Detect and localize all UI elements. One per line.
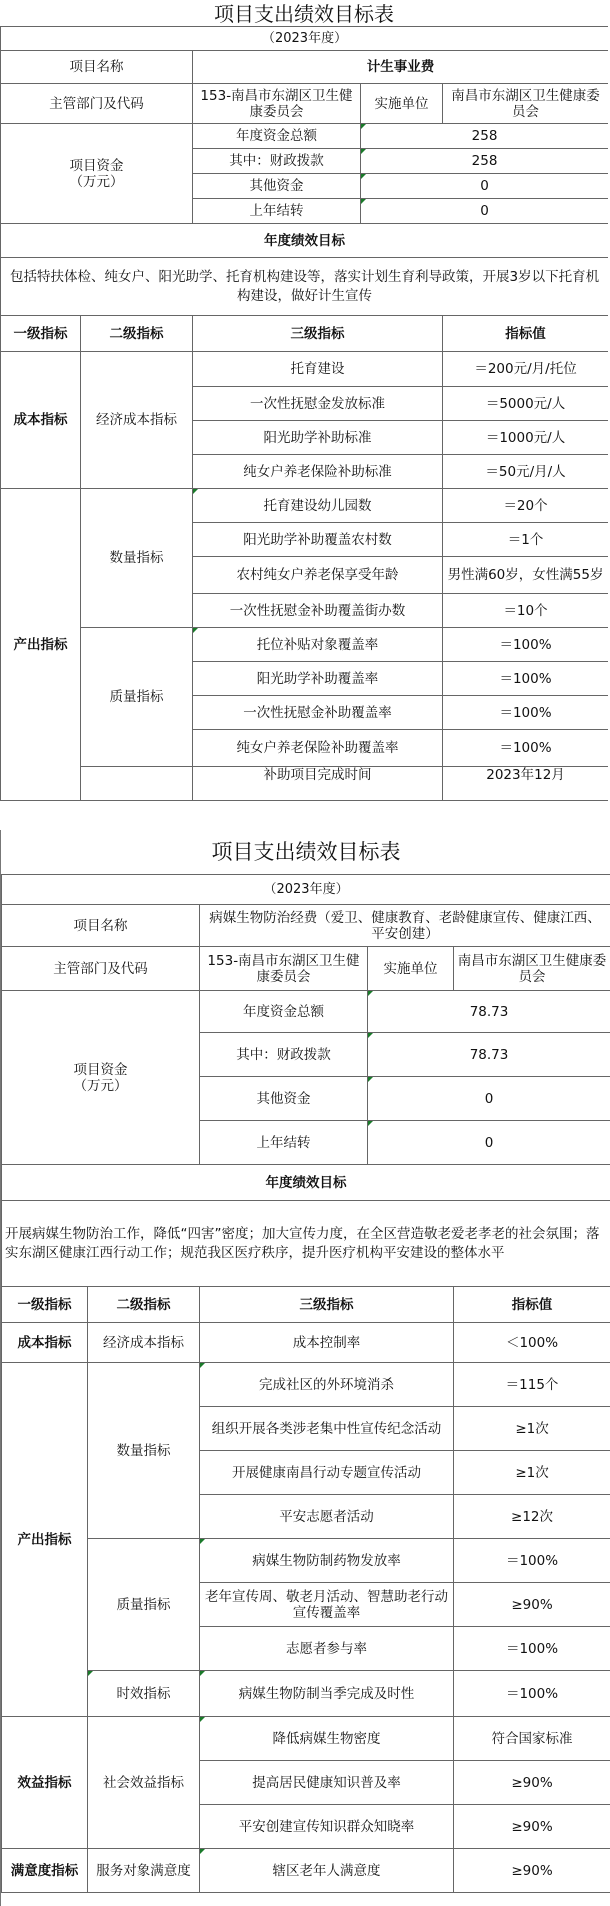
indicator-name: 老年宣传周、敬老月活动、智慧助老行动宣传覆盖率: [200, 1583, 454, 1627]
indicator-name: 阳光助学补助覆盖农村数: [193, 523, 443, 557]
sheet2-table: [1, 874, 610, 1893]
indicator-name: 志愿者参与率: [200, 1627, 454, 1671]
fund-label: 年度资金总额: [193, 124, 361, 149]
dept-value: 153-南昌市东湖区卫生健康委员会: [200, 947, 368, 991]
indicator-name: 平安创建宣传知识群众知晓率: [200, 1805, 454, 1849]
indicator-name: 病媒生物防制药物发放率: [200, 1539, 454, 1583]
performance-table-1: [0, 0, 608, 830]
level2-quality: 质量指标: [88, 1539, 200, 1671]
header-value: 指标值: [454, 1287, 610, 1323]
indicator-name: 补助项目完成时间: [193, 767, 443, 801]
level2-economic-cost: 经济成本指标: [81, 352, 193, 489]
indicator-name: 阳光助学补助覆盖率: [193, 662, 443, 696]
fund-label: 上年结转: [200, 1121, 368, 1165]
indicator-value: ＜100%: [454, 1323, 610, 1363]
indicator-name: 一次性抚慰金补助覆盖率: [193, 696, 443, 730]
fund-value: 78.73: [368, 1033, 610, 1077]
indicator-value: 符合国家标准: [454, 1717, 610, 1761]
indicator-value: ＝10个: [443, 594, 609, 628]
fund-value: 0: [361, 174, 609, 199]
performance-table-2: [0, 830, 610, 1906]
impl-value: 南昌市东湖区卫生健康委员会: [443, 84, 609, 124]
dept-value: 153-南昌市东湖区卫生健康委员会: [193, 84, 361, 124]
indicator-value: 2023年12月: [443, 767, 609, 801]
sheet1-year: （2023年度）: [1, 27, 609, 51]
goal-text: 包括特扶体检、纯女户、阳光助学、托育机构建设等，落实计划生育利导政策，开展3岁以下托育机构建设，做好计生宣传: [1, 258, 609, 316]
indicator-value: ＝100%: [443, 730, 609, 767]
header-value: 指标值: [443, 316, 609, 352]
level2-empty: [81, 767, 193, 801]
level2-economic-cost: 经济成本指标: [88, 1323, 200, 1363]
fund-value: 78.73: [368, 991, 610, 1033]
indicator-name: 成本控制率: [200, 1323, 454, 1363]
project-name-label: 项目名称: [2, 905, 200, 947]
project-name-value: 病媒生物防治经费（爱卫、健康教育、老龄健康宣传、健康江西、平安创建）: [200, 905, 610, 947]
level1-output: 产出指标: [1, 489, 81, 801]
indicator-value: ＝100%: [454, 1539, 610, 1583]
indicator-value: ＝200元/月/托位: [443, 352, 609, 387]
indicator-value: ＝100%: [443, 696, 609, 730]
level2-quantity: 数量指标: [88, 1363, 200, 1539]
header-level2: 二级指标: [81, 316, 193, 352]
indicator-value: ＝50元/月/人: [443, 455, 609, 489]
fund-value: 258: [361, 124, 609, 149]
sheet1-table: [0, 26, 608, 801]
indicator-value: ＝1个: [443, 523, 609, 557]
header-level2: 二级指标: [88, 1287, 200, 1323]
fund-value: 0: [361, 199, 609, 224]
indicator-value: ≥1次: [454, 1407, 610, 1451]
indicator-value: 男性满60岁，女性满55岁: [443, 557, 609, 594]
header-level1: 一级指标: [2, 1287, 88, 1323]
indicator-name: 平安志愿者活动: [200, 1495, 454, 1539]
indicator-name: 托位补贴对象覆盖率: [193, 628, 443, 662]
indicator-value: ＝100%: [454, 1627, 610, 1671]
indicator-value: ＝1000元/人: [443, 421, 609, 455]
indicator-name: 辖区老年人满意度: [200, 1849, 454, 1893]
indicator-name: 降低病媒生物密度: [200, 1717, 454, 1761]
level2-quantity: 数量指标: [81, 489, 193, 628]
indicator-value: ＝115个: [454, 1363, 610, 1407]
fund-value: 0: [368, 1077, 610, 1121]
indicator-name: 纯女户养老保险补助标准: [193, 455, 443, 489]
fund-label: 其他资金: [193, 174, 361, 199]
sheet2-title: 项目支出绩效目标表: [211, 840, 401, 864]
indicator-name: 一次性抚慰金补助覆盖街办数: [193, 594, 443, 628]
impl-value: 南昌市东湖区卫生健康委员会: [454, 947, 610, 991]
level1-cost: 成本指标: [2, 1323, 88, 1363]
indicator-value: ＝20个: [443, 489, 609, 523]
indicator-value: ＝100%: [454, 1671, 610, 1717]
indicator-value: ＝5000元/人: [443, 387, 609, 421]
dept-label: 主管部门及代码: [2, 947, 200, 991]
indicator-value: ＝100%: [443, 662, 609, 696]
fund-label: 其中：财政拨款: [193, 149, 361, 174]
project-name-value: 计生事业费: [193, 51, 609, 84]
indicator-name: 提高居民健康知识普及率: [200, 1761, 454, 1805]
impl-label: 实施单位: [368, 947, 454, 991]
sheet1-title: 项目支出绩效目标表: [214, 2, 394, 26]
fund-label: 年度资金总额: [200, 991, 368, 1033]
header-level3: 三级指标: [200, 1287, 454, 1323]
impl-label: 实施单位: [361, 84, 443, 124]
fund-label: 其他资金: [200, 1077, 368, 1121]
indicator-value: ≥90%: [454, 1849, 610, 1893]
level1-benefit: 效益指标: [2, 1717, 88, 1849]
level2-social-benefit: 社会效益指标: [88, 1717, 200, 1849]
indicator-name: 完成社区的外环境消杀: [200, 1363, 454, 1407]
indicator-name: 托育建设幼儿园数: [193, 489, 443, 523]
indicator-name: 阳光助学补助标准: [193, 421, 443, 455]
indicator-name: 病媒生物防制当季完成及时性: [200, 1671, 454, 1717]
level1-satisfaction: 满意度指标: [2, 1849, 88, 1893]
indicator-value: ＝100%: [443, 628, 609, 662]
level1-output: 产出指标: [2, 1363, 88, 1717]
indicator-name: 纯女户养老保险补助覆盖率: [193, 730, 443, 767]
indicator-name: 开展健康南昌行动专题宣传活动: [200, 1451, 454, 1495]
fund-value: 258: [361, 149, 609, 174]
indicator-value: ≥1次: [454, 1451, 610, 1495]
indicator-value: ≥90%: [454, 1805, 610, 1849]
indicator-name: 组织开展各类涉老集中性宣传纪念活动: [200, 1407, 454, 1451]
header-level1: 一级指标: [1, 316, 81, 352]
goal-heading: 年度绩效目标: [1, 224, 609, 258]
level2-service-satisfaction: 服务对象满意度: [88, 1849, 200, 1893]
project-name-label: 项目名称: [1, 51, 193, 84]
fund-label: 其中：财政拨款: [200, 1033, 368, 1077]
indicator-name: 托育建设: [193, 352, 443, 387]
funds-label: 项目资金 （万元）: [2, 991, 200, 1165]
indicator-value: ≥12次: [454, 1495, 610, 1539]
fund-label: 上年结转: [193, 199, 361, 224]
goal-heading: 年度绩效目标: [2, 1165, 610, 1201]
indicator-name: 农村纯女户养老保享受年龄: [193, 557, 443, 594]
header-level3: 三级指标: [193, 316, 443, 352]
level2-timeliness: 时效指标: [88, 1671, 200, 1717]
fund-value: 0: [368, 1121, 610, 1165]
indicator-value: ≥90%: [454, 1761, 610, 1805]
level1-cost: 成本指标: [1, 352, 81, 489]
sheet2-year: （2023年度）: [2, 875, 610, 905]
goal-text: 开展病媒生物防治工作，降低“四害”密度；加大宣传力度，在全区营造敬老爱老孝老的社会氛围；落实东湖区健康江西行动工作；规范我区医疗秩序，提升医疗机构平安建设的整体水平: [2, 1201, 610, 1287]
funds-label: 项目资金 （万元）: [1, 124, 193, 224]
level2-quality: 质量指标: [81, 628, 193, 767]
indicator-value: ≥90%: [454, 1583, 610, 1627]
indicator-name: 一次性抚慰金发放标准: [193, 387, 443, 421]
dept-label: 主管部门及代码: [1, 84, 193, 124]
